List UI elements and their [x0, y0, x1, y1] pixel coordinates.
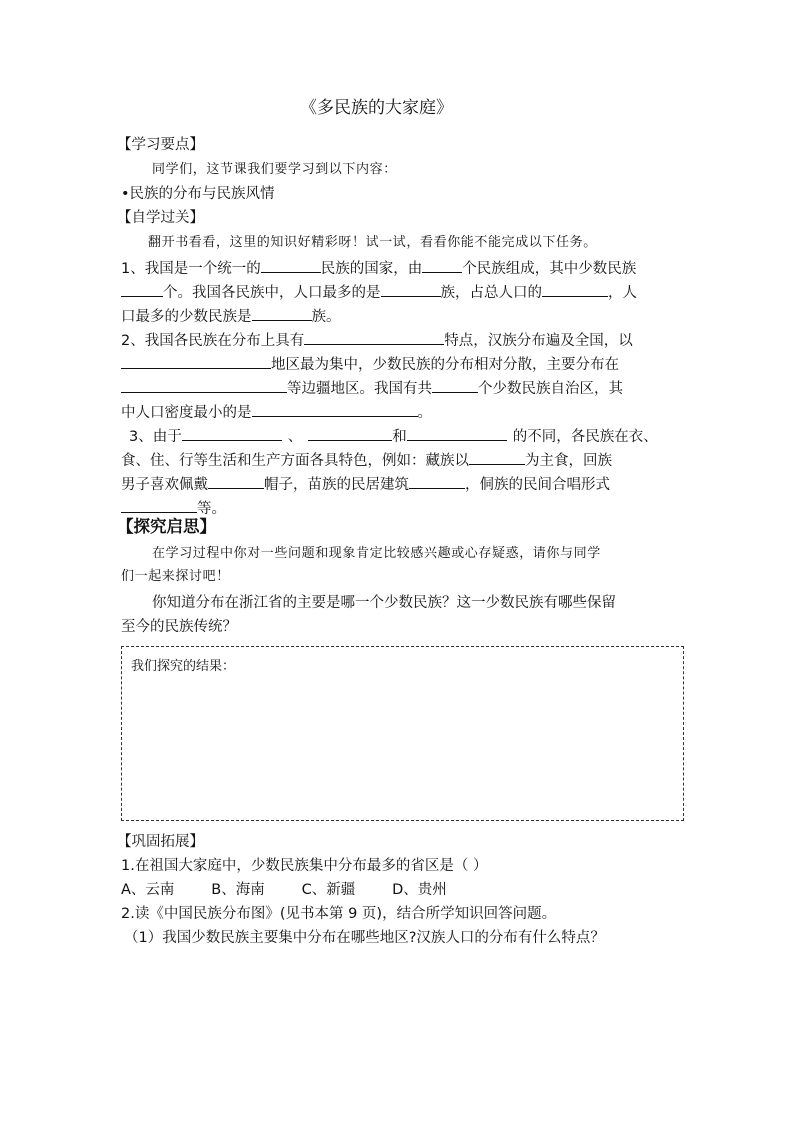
- section-heading-explore: 【探究启思】: [117, 517, 216, 536]
- q3-blank-3[interactable]: [407, 425, 507, 441]
- page-title: 《多民族的大家庭》: [300, 98, 453, 118]
- q3-text-b: 、: [287, 429, 303, 445]
- q2-text-b: 特点，汉族分布遍及全国，以: [444, 333, 633, 349]
- self-study-intro: 翻开书看看，这里的知识好精彩呀！试一试，看看你能不能完成以下任务。: [148, 235, 597, 250]
- q2-text-f: 中人口密度最小的是: [121, 405, 252, 421]
- q1-text-c: 个民族组成，其中少数民族: [462, 261, 637, 277]
- q3-blank-1[interactable]: [182, 425, 282, 441]
- q1-blank-6[interactable]: [252, 305, 312, 321]
- answer-box[interactable]: [121, 646, 684, 821]
- q1-blank-5[interactable]: [542, 281, 608, 297]
- question-3-line-1: [129, 425, 658, 447]
- section-heading-points: 【学习要点】: [117, 137, 204, 153]
- points-item: •民族的分布与民族风情: [121, 186, 275, 202]
- q2-blank-3[interactable]: [121, 377, 287, 393]
- explore-question-line-2: 至今的民族传统？: [121, 619, 237, 635]
- section-heading-consolidate: 【巩固拓展】: [117, 834, 204, 850]
- q3-text-f: 为主食，回族: [525, 453, 612, 469]
- q2-text-e: 个少数民族自治区，其: [478, 381, 623, 397]
- q2-text-a: 2、我国各民族在分布上具有: [121, 333, 305, 349]
- q3-blank-2[interactable]: [308, 425, 392, 441]
- q3-text-a: 3、由于: [129, 429, 182, 445]
- consolidate-question-1-options: A、云南 B、海南 C、新疆 D、贵州: [121, 882, 447, 898]
- q3-text-i: ，侗族的民间合唱形式: [465, 477, 610, 493]
- q1-text-g: 口最多的少数民族是: [121, 309, 252, 325]
- section-heading-self-study: 【自学过关】: [117, 210, 204, 226]
- q1-blank-4[interactable]: [381, 281, 441, 297]
- q3-text-g: 男子喜欢佩戴: [121, 477, 208, 493]
- explore-question-line-1: 你知道分布在浙江省的主要是哪一个少数民族？这一少数民族有哪些保留: [152, 595, 616, 611]
- q1-text-h: 族。: [311, 309, 341, 325]
- consolidate-question-2-1: （1）我国少数民族主要集中分布在哪些地区?汉族人口的分布有什么特点？: [124, 930, 605, 946]
- explore-intro-line-2: 们一起来探讨吧！: [121, 569, 230, 584]
- q1-text-a: 1、我国是一个统一的: [121, 261, 261, 277]
- q2-text-g: 。: [417, 405, 432, 421]
- answer-box-label: 我们探究的结果：: [131, 659, 236, 674]
- q3-text-c: 和: [392, 429, 407, 445]
- q1-text-f: ，人: [608, 285, 637, 301]
- q3-text-e: 食、住、行等生活和生产方面各具特色，例如：藏族以: [121, 453, 469, 469]
- question-2-line-1: [121, 329, 633, 351]
- question-1-line-2: [121, 281, 637, 303]
- q2-blank-5[interactable]: [252, 401, 418, 417]
- question-2-line-3: [121, 377, 623, 399]
- q3-text-d: 的不同，各民族在衣、: [512, 429, 658, 445]
- q3-blank-7[interactable]: [121, 497, 197, 513]
- q3-blank-6[interactable]: [409, 473, 465, 489]
- question-1-line-1: [121, 257, 636, 279]
- question-2-line-2: [121, 353, 619, 375]
- q2-blank-2[interactable]: [121, 353, 271, 369]
- q2-text-d: 等边疆地区。我国有共: [287, 381, 432, 397]
- consolidate-question-1: 1.在祖国大家庭中，少数民族集中分布最多的省区是（ ）: [121, 858, 488, 874]
- question-3-line-2: [121, 449, 612, 471]
- q1-text-d: 个。我国各民族中，人口最多的是: [163, 285, 381, 301]
- question-3-line-3: [121, 473, 610, 495]
- q3-text-h: 帽子，苗族的民居建筑: [264, 477, 409, 493]
- q3-blank-4[interactable]: [469, 449, 525, 465]
- q2-blank-4[interactable]: [432, 377, 478, 393]
- consolidate-question-2: 2.读《中国民族分布图》(见书本第 9 页)，结合所学知识回答问题。: [121, 906, 557, 922]
- question-1-line-3: [121, 305, 341, 327]
- q3-text-j: 等。: [197, 501, 226, 517]
- q1-blank-2[interactable]: [422, 257, 462, 273]
- points-intro: 同学们，这节课我们要学习到以下内容：: [152, 162, 397, 177]
- q3-blank-5[interactable]: [208, 473, 264, 489]
- question-2-line-4: [121, 401, 432, 423]
- q1-blank-3[interactable]: [121, 281, 163, 297]
- explore-intro-line-1: 在学习过程中你对一些问题和现象肯定比较感兴趣或心存疑惑，请你与同学: [152, 546, 601, 561]
- q1-blank-1[interactable]: [261, 257, 321, 273]
- q1-text-b: 民族的国家，由: [320, 261, 423, 277]
- q2-blank-1[interactable]: [304, 329, 444, 345]
- question-3-line-4: [121, 497, 226, 519]
- q1-text-e: 族，占总人口的: [440, 285, 542, 301]
- q2-text-c: 地区最为集中，少数民族的分布相对分散，主要分布在: [271, 357, 619, 373]
